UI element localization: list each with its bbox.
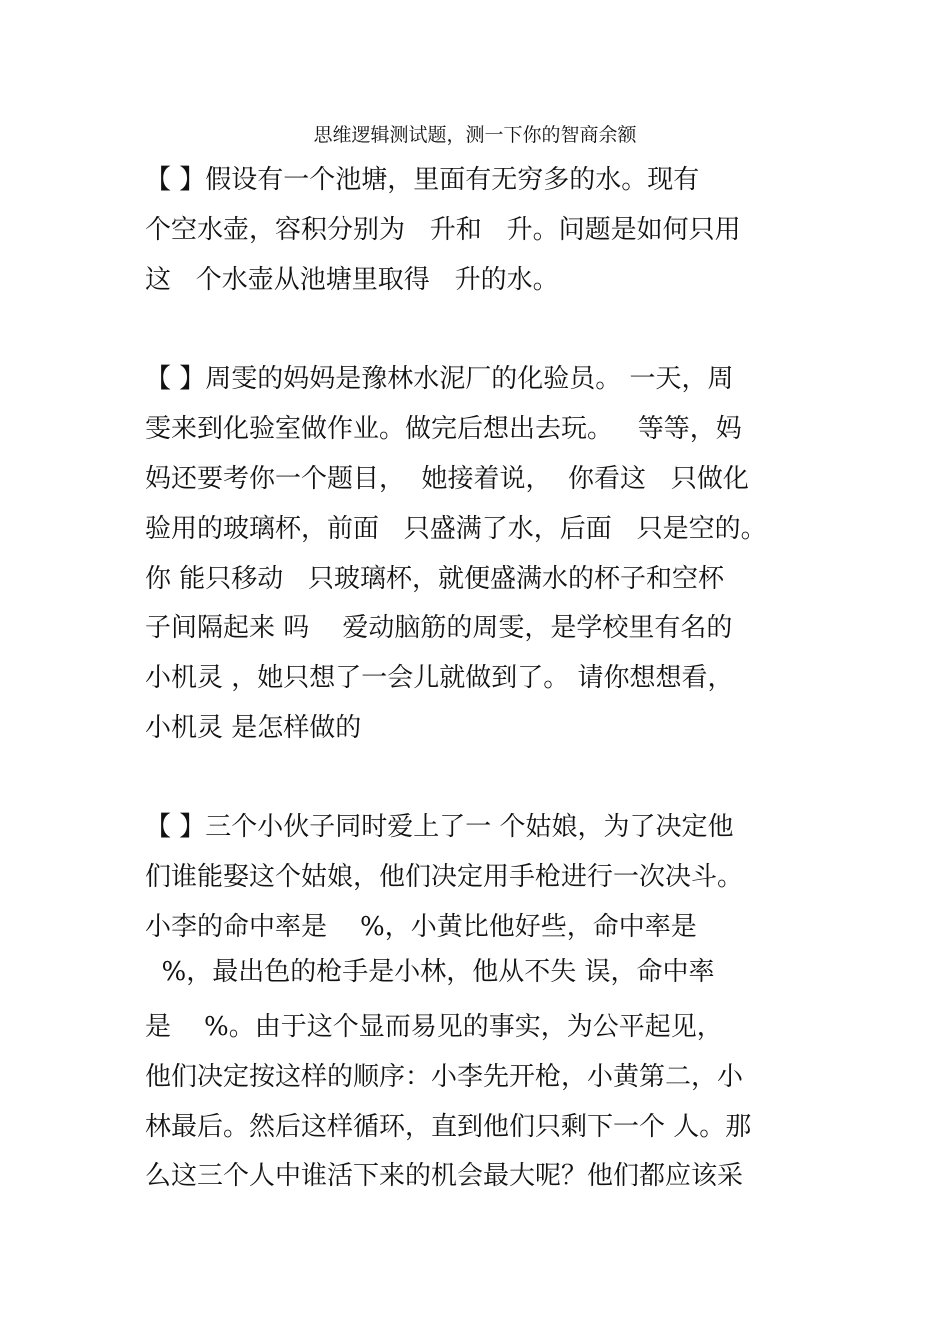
question-3-line-2: 们谁能娶这个姑娘，他们决定用手枪进行一次决斗。 bbox=[145, 862, 744, 892]
question-3-line-3: 小李的命中率是 %，小黄比他好些，命中率是 bbox=[145, 912, 697, 942]
question-2-line-1: 【 】周雯的妈妈是豫林水泥厂的化验员。 一天，周 bbox=[145, 364, 734, 394]
question-3-line-1: 【 】三个小伙子同时爱上了一 个姑娘，为了决定他 bbox=[145, 812, 734, 842]
question-2-line-8: 小机灵 是怎样做的 bbox=[145, 713, 362, 743]
question-2-line-5: 你 能只移动 只玻璃杯，就便盛满水的杯子和空杯 bbox=[145, 564, 725, 594]
question-1-line-3: 这 个水壶从池塘里取得 升的水。 bbox=[145, 265, 559, 295]
document-title: 思维逻辑测试题，测一下你的智商余额 bbox=[313, 124, 637, 146]
question-2-line-3: 妈还要考你一个题目， 她接着说， 你看这 只做化 bbox=[145, 464, 749, 494]
question-3-line-5: 是 %。由于这个显而易见的事实，为公平起见， bbox=[145, 1012, 723, 1042]
question-2-line-4: 验用的玻璃杯，前面 只盛满了水，后面 只是空的。 bbox=[145, 514, 767, 544]
question-2-line-6: 子间隔起来 吗 爱动脑筋的周雯，是学校里有名的 bbox=[145, 613, 733, 643]
question-1-line-1: 【 】假设有一个池塘，里面有无穷多的水。现有 bbox=[145, 165, 700, 195]
question-3-line-6: 他们决定按这样的顺序：小李先开枪，小黄第二，小 bbox=[145, 1062, 744, 1092]
question-3-line-7: 林最后。然后这样循环，直到他们只剩下一个 人。那 bbox=[145, 1112, 752, 1142]
question-3-line-4: %，最出色的枪手是小林，他从不失 误，命中率 bbox=[145, 957, 715, 987]
question-3-line-8: 么这三个人中谁活下来的机会最大呢？他们都应该采 bbox=[145, 1161, 744, 1191]
question-2-line-7: 小机灵 ，她只想了一会儿就做到了。 请你想想看， bbox=[145, 663, 734, 693]
question-1-line-2: 个空水壶，容积分别为 升和 升。问题是如何只用 bbox=[145, 215, 741, 245]
question-2-line-2: 雯来到化验室做作业。做完后想出去玩。 等等，妈 bbox=[145, 414, 742, 444]
